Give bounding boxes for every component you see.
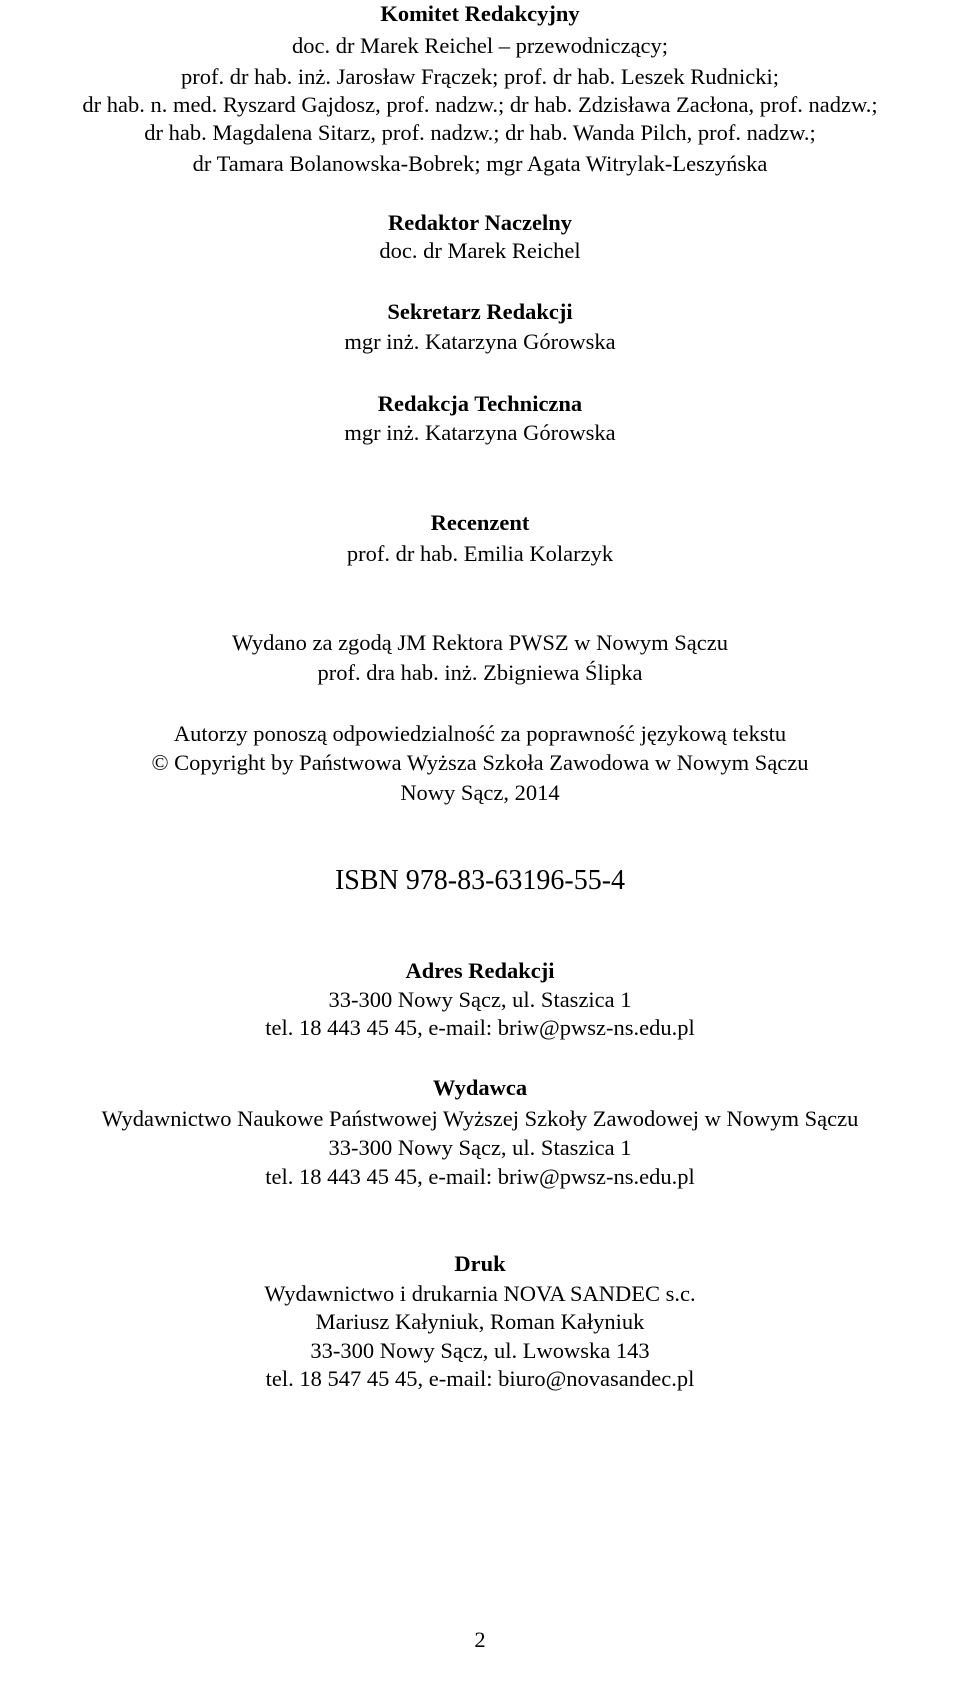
committee-line: prof. dr hab. inż. Jarosław Frączek; prof. dr hab. Leszek Rudnicki; <box>181 64 779 89</box>
printer-address: 33-300 Nowy Sącz, ul. Lwowska 143 <box>310 1338 650 1363</box>
committee-line: doc. dr Marek Reichel – przewodniczący; <box>291 33 669 58</box>
place-date: Nowy Sącz, 2014 <box>400 780 560 805</box>
publisher-address: 33-300 Nowy Sącz, ul. Staszica 1 <box>328 1135 632 1160</box>
editor-in-chief-name: doc. dr Marek Reichel <box>379 238 581 263</box>
committee-heading: Komitet Redakcyjny <box>380 1 580 26</box>
editorial-address-line: 33-300 Nowy Sącz, ul. Staszica 1 <box>328 987 632 1012</box>
copyright-line: © Copyright by Państwowa Wyższa Szkoła Zawodowa w Nowym Sączu <box>151 750 809 775</box>
printer-name: Wydawnictwo i drukarnia NOVA SANDEC s.c. <box>264 1281 696 1306</box>
publisher-contact: tel. 18 443 45 45, e-mail: briw@pwsz-ns.edu.pl <box>265 1164 695 1189</box>
publisher-name: Wydawnictwo Naukowe Państwowej Wyższej Szkoły Zawodowej w Nowym Sączu <box>101 1106 859 1131</box>
editorial-contact-line: tel. 18 443 45 45, e-mail: briw@pwsz-ns.edu.pl <box>265 1015 695 1040</box>
committee-line: dr hab. n. med. Ryszard Gajdosz, prof. nadzw.; dr hab. Zdzisława Zacłona, prof. nadzw.; <box>82 92 878 117</box>
printer-owners: Mariusz Kałyniuk, Roman Kałyniuk <box>315 1309 645 1334</box>
reviewer-heading: Recenzent <box>430 510 530 535</box>
technical-name: mgr inż. Katarzyna Górowska <box>344 420 616 445</box>
responsibility-note: Autorzy ponoszą odpowiedzialność za poprawność językową tekstu <box>173 721 787 746</box>
committee-line: dr hab. Magdalena Sitarz, prof. nadzw.; dr hab. Wanda Pilch, prof. nadzw.; <box>144 120 816 145</box>
secretary-heading: Sekretarz Redakcji <box>387 299 573 324</box>
isbn: ISBN 978-83-63196-55-4 <box>334 865 626 896</box>
printer-contact: tel. 18 547 45 45, e-mail: biuro@novasandec.pl <box>265 1366 695 1391</box>
approval-line: Wydano za zgodą JM Rektora PWSZ w Nowym Sączu <box>231 630 729 655</box>
committee-line: dr Tamara Bolanowska-Bobrek; mgr Agata Witrylak-Leszyńska <box>192 151 768 176</box>
print-heading: Druk <box>454 1251 506 1276</box>
publisher-heading: Wydawca <box>432 1075 528 1100</box>
editorial-address-heading: Adres Redakcji <box>405 958 555 983</box>
approval-line: prof. dra hab. inż. Zbigniewa Ślipka <box>317 660 643 685</box>
reviewer-name: prof. dr hab. Emilia Kolarzyk <box>346 541 614 566</box>
page-number: 2 <box>474 1627 486 1652</box>
technical-heading: Redakcja Techniczna <box>377 391 583 416</box>
secretary-name: mgr inż. Katarzyna Górowska <box>344 329 616 354</box>
editor-in-chief-heading: Redaktor Naczelny <box>388 210 572 235</box>
